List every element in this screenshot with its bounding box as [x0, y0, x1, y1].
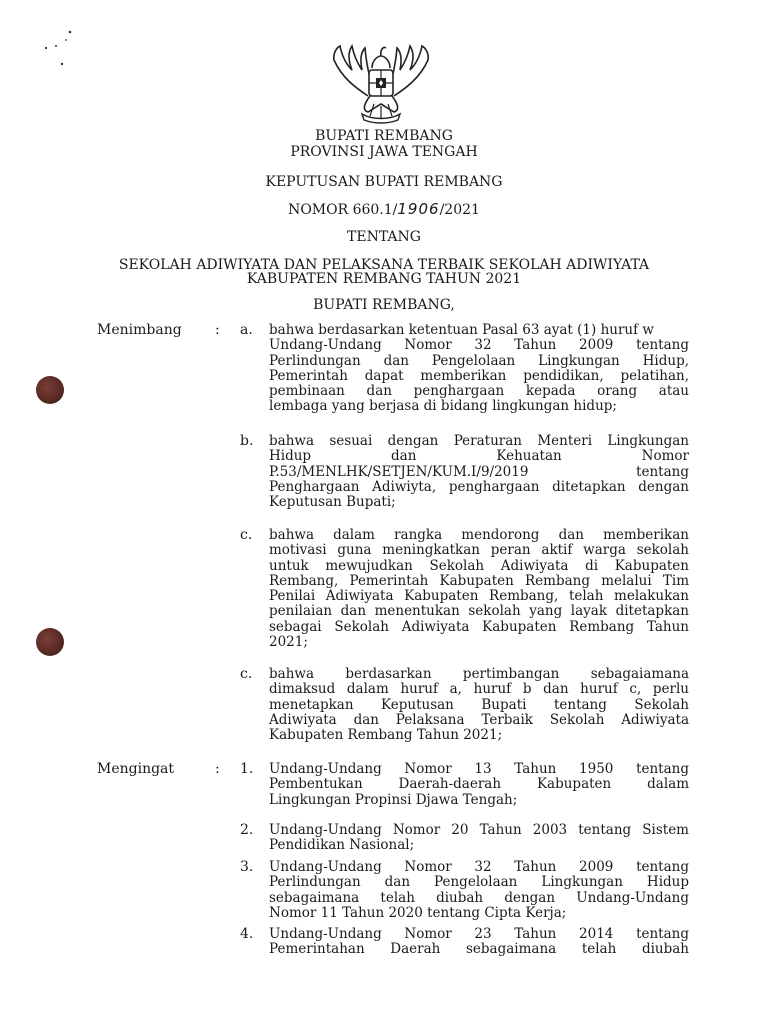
para-line: untuk mewujudkan Sekolah Adiwiyata di Kabupaten [269, 557, 689, 574]
mengingat-label: Mengingat [97, 761, 175, 777]
para-line: Penghargaan Adiwiyta, penghargaan ditetapkan dengan [269, 478, 689, 495]
menimbang-item-c [269, 528, 689, 650]
subject-line-2: KABUPATEN REMBANG TAHUN 2021 [246, 271, 522, 287]
para-line: Perlindungan dan Pengelolaan Lingkungan Hidup [269, 874, 689, 891]
para-line: bahwa dalam rangka mendorong dan memberikan [269, 527, 689, 543]
menimbang-item-marker: c. [240, 527, 253, 543]
mengingat-item-marker: 1. [240, 761, 254, 777]
province-heading: PROVINSI JAWA TENGAH [290, 144, 478, 160]
para-line: Nomor 11 Tahun 2020 tentang Cipta Kerja; [269, 904, 567, 921]
decree-number-prefix: NOMOR 660.1/ [288, 202, 398, 218]
para-line: Penilai Adiwiyata Kabupaten Rembang, telah melakukan [269, 588, 689, 605]
mengingat-item-4 [269, 927, 689, 958]
punch-hole [36, 376, 64, 404]
para-line: Keputusan Bupati; [269, 494, 396, 511]
para-line: Undang-Undang Nomor 23 Tahun 2014 tentang [269, 926, 689, 942]
para-line: Pemerintahan Daerah sebagaimana telah diubah [269, 941, 689, 958]
menimbang-label: Menimbang [97, 322, 182, 338]
para-line: Undang-Undang Nomor 13 Tahun 1950 tentang [269, 761, 689, 777]
menimbang-item-a [269, 323, 689, 415]
para-line: Kabupaten Rembang Tahun 2021; [269, 727, 503, 744]
para-line: sebagai Sekolah Adiwiyata Kabupaten Rembang Tahun [269, 618, 689, 635]
para-line: Undang-Undang Nomor 32 Tahun 2009 tentang [269, 859, 689, 875]
para-line: Pendidikan Nasional; [269, 837, 415, 854]
regent-heading: BUPATI REMBANG [315, 128, 453, 144]
para-line: P.53/MENLHK/SETJEN/KUM.I/9/2019 tentang [269, 463, 689, 480]
scan-specks [38, 30, 78, 70]
menimbang-item-d [269, 667, 689, 743]
para-line: Adiwiyata dan Pelaksana Terbaik Sekolah Adiwiyata [269, 711, 689, 728]
para-line: Pemerintah dapat memberikan pendidikan, pelatihan, [269, 367, 689, 384]
menimbang-item-b [269, 434, 689, 510]
para-line: Undang-Undang Nomor 32 Tahun 2009 tentang [269, 337, 689, 354]
menimbang-item-marker: b. [240, 433, 254, 449]
para-line: Hidup dan Kehuatan Nomor [269, 448, 689, 465]
punch-hole [36, 628, 64, 656]
para-line: lembaga yang berjasa di bidang lingkungan hidup; [269, 398, 617, 415]
mengingat-item-marker: 4. [240, 926, 254, 942]
menimbang-item-marker: c. [240, 666, 253, 682]
subject-line-1: SEKOLAH ADIWIYATA DAN PELAKSANA TERBAIK SEKOLAH ADIWIYATA [118, 257, 650, 273]
para-line: Undang-Undang Nomor 20 Tahun 2003 tentang Sistem [269, 822, 689, 838]
para-line: Perlindungan dan Pengelolaan Lingkungan Hidup, [269, 352, 689, 369]
menimbang-colon: : [215, 322, 220, 338]
decree-number [0, 202, 768, 218]
issuer-heading: BUPATI REMBANG, [313, 297, 455, 313]
mengingat-item-3 [269, 860, 689, 921]
mengingat-colon: : [215, 761, 220, 777]
para-line: bahwa berdasarkan pertimbangan sebagaiamana [269, 666, 689, 682]
para-line: Lingkungan Propinsi Djawa Tengah; [269, 791, 518, 808]
para-line: bahwa berdasarkan ketentuan Pasal 63 ayat (1) huruf w [269, 322, 654, 338]
para-line: penilaian dan menentukan sekolah yang layak ditetapkan [269, 603, 689, 620]
mengingat-item-marker: 2. [240, 822, 254, 838]
para-line: motivasi guna meningkatkan peran aktif warga sekolah [269, 542, 689, 559]
para-line: Rembang, Pemerintah Kabupaten Rembang melalui Tim [269, 572, 689, 589]
para-line: menetapkan Keputusan Bupati tentang Sekolah [269, 696, 689, 713]
menimbang-item-marker: a. [240, 322, 253, 338]
about-heading: TENTANG [347, 229, 421, 245]
para-line: Pembentukan Daerah-daerah Kabupaten dalam [269, 776, 689, 793]
para-line: pembinaan dan penghargaan kepada orang atau [269, 383, 689, 400]
mengingat-item-marker: 3. [240, 859, 254, 875]
decree-number-suffix: /2021 [439, 202, 480, 218]
decree-number-handwritten: 1906 [397, 200, 440, 218]
mengingat-item-2 [269, 823, 689, 854]
decree-title: KEPUTUSAN BUPATI REMBANG [265, 174, 503, 190]
mengingat-item-1 [269, 762, 689, 808]
para-line: 2021; [269, 634, 308, 651]
para-line: sebagaimana telah diubah dengan Undang-Undang [269, 889, 689, 906]
garuda-pancasila-emblem-icon [328, 38, 434, 128]
para-line: bahwa sesuai dengan Peraturan Menteri Lingkungan [269, 433, 689, 449]
para-line: dimaksud dalam huruf a, huruf b dan huruf c, perlu [269, 681, 689, 698]
